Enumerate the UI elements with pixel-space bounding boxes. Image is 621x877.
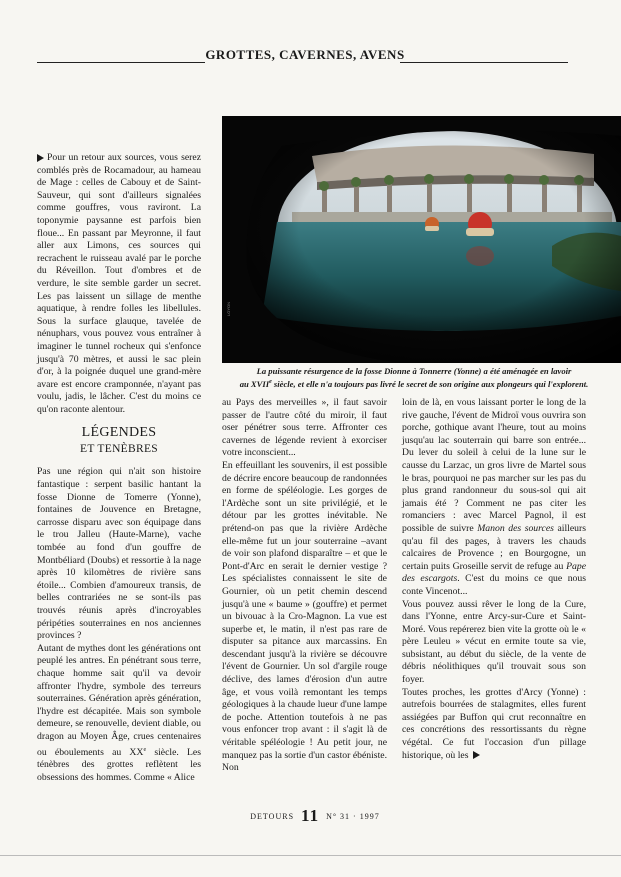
col2-paragraph-1: au Pays des merveilles », il faut savoir passer de l'autre côté du miroir, il faut oser pénétrer sous terre. Affronter ces cavernes de légende revient à exorciser votre inconscient... [222, 397, 387, 459]
col3-paragraph-2: Vous pouvez aussi rêver le long de la Cure, dans l'Yonne, entre Arcy-sur-Cure et Saint-Moré. Vous repérerez bien vite la grotte où le « père Leuleu » vécut en ermite toute sa vie, subsistant, au début du siècle, de la vente de débris néolithiques qu'il trouvait sous son foyer. [402, 598, 586, 686]
column-3 [402, 397, 586, 762]
bottom-edge-rule [0, 855, 621, 856]
column-2 [222, 397, 387, 775]
col2-paragraph-2: En effeuillant les souvenirs, il est possible de décrire encore beaucoup de randonnées en forme de spéléologie. Les gorges de l'Ardèche sont un site privilégié, et le détour par les grottes inévitable. Ne prétend-on pas que la rivière Ardèche elle-même fut un jour souterraine –avant de voir son plafond disparaître – et que le Pont-d'Arc en serait le dernier vestige ? Les spécialistes connaissent le site de Gournier, où un petit chemin descend jusqu'à une « baume » (gouffre) et permet un bivouac à la Cro-Magnon. La vue est superbe et, le matin, il n'est pas rare de disputer sa pitance aux marcassins. En descendant jusqu'à la rivière se découvre l'évent de Gournier. Un sol d'argile rouge déclive, des lames d'érosion d'un autre âge, et vous voilà remontant les temps géologiques à la chaude lueur d'une lampe de poche. Attention toutefois à ne pas vous enfoncer trop avant : il s'agit là de véritable spéléologie ! Au petit jour, ne manquez pas la sortie d'un castor ébéniste. Non [222, 459, 387, 774]
photo-credit: LOYON [226, 301, 231, 316]
column-1 [37, 152, 201, 785]
photo-caption [222, 366, 606, 390]
col1-paragraph-2: Pas une région qui n'ait son histoire fantastique : serpent basilic hantant la fosse Dionne de Tomerre (Yonne), fontaines de Jouvence en Bretagne, carrosse disparu avec son équipage dans le trou Jalleu (Haute-Marne), vache tombée au fond d'un gouffre de Montbéliard (Doubs) et ressortie à la nage après 10 kilomètres de rivière sans étoile... Combien d'amoureux transis, de belles contrariées ne se sont-ils pas trouvés réunis après d'incroyables péripéties souterraines en nos anciennes provinces ? [37, 466, 201, 642]
page-number: 11 [301, 806, 320, 825]
col1-paragraph-1: Pour un retour aux sources, vous serez comblés près de Rocamadour, au hameau de Mage : celles de Cabouy et de Saint-Sauveur, qui sont d'ailleurs signalées comme gouffres, vous raviront. La toponymie paysanne est parfois bien floue... En passant par Meyronne, il faut aller aux Limons, ces sources qui recrachent le ruisseau avalé par le porche du Réveillon. Tout d'ombres et de verdure, le site semble garder un secret. Les pas laissent un sillage de menthe aquatique, à rendre folles les libellules. Sous la surface glauque, tavelée de nénuphars, vous pouvez vous entraîner à imaginer le tunnel rocheux qui s'enfonce jusqu'à 70 mètres, et aussi le sac plein d'or, à la poignée duquel une grand-mère avare est encore cramponnée, n'ayant pas voulu, jadis, le lâcher. C'est du moins ce qu'on raconte alentour. [37, 152, 201, 415]
section-header-title: GROTTES, CAVERNES, AVENS [205, 47, 405, 62]
section-heading-title: LÉGENDES [81, 425, 157, 441]
page-footer [200, 806, 430, 826]
header-rule-right [400, 62, 568, 63]
triangle-marker-icon [37, 154, 44, 162]
lavoir-photo [222, 116, 621, 363]
caption-line-1: La puissante résurgence de la fosse Dionne à Tonnerre (Yonne) a été aménagée en lavoir [256, 366, 572, 376]
footer-issue: N° 31 · 1997 [326, 812, 380, 821]
footer-magazine-name: DETOURS [250, 812, 295, 821]
section-heading [37, 424, 201, 458]
lavoir-illustration [222, 116, 621, 363]
caption-line-2: au XVIIe siècle, et elle n'a toujours pas livré le secret de son origine aux plongeurs qui l'explorent. [239, 378, 589, 389]
section-heading-subtitle: ET TENÈBRES [80, 443, 158, 456]
col1-paragraph-3: Autant de mythes dont les générations ont peuplé les antres. En pénétrant sous terre, chaque homme sait qu'il va devoir affronter l'hydre, symbole des terreurs souterraines. Génération après génération, l'hydre est décapitée. Mais son symbole demeure, se renouvelle, devient diable, ou dragon au Moyen Âge, crues centenaires ou éboulements au XXe siècle. Les ténèbres des grottes reflètent les obsessions des hommes. Comme « Alice [37, 642, 201, 783]
col3-paragraph-1: loin de là, en vous laissant porter le long de la rive gauche, l'évent de Midroï vous ouvrira son porche, gothique avant l'heure, tout au moins jusqu'au lac souterrain qui barre son entrée... Du lever du soleil à celui de la lune sur le causse du Larzac, un gros livre de Martel sous le bras, pourquoi ne pas marcher sur les pas du plus grand randonneur du sous-sol qui ait jamais été ? Comment ne pas citer les romanciers : avec Marcel Pagnol, il est possible de suivre Manon des sources ailleurs qu'au fil des pages, à travers les chauds calcaires de Provence ; en Bourgogne, un certain puits Groseille servit de refuge au Pape des escargots. C'est du moins ce que nous conte Vincenot... [402, 397, 587, 597]
continue-arrow-icon [473, 751, 480, 759]
col3-paragraph-3: Toutes proches, les grottes d'Arcy (Yonne) : autrefois bourrées de stalagmites, elles furent assiégées par Buffon qui crut reconnaître en ces concrétions des ressortissants du règne végétal. Ce fut l'occasion d'un pillage historique, où les [402, 686, 586, 761]
